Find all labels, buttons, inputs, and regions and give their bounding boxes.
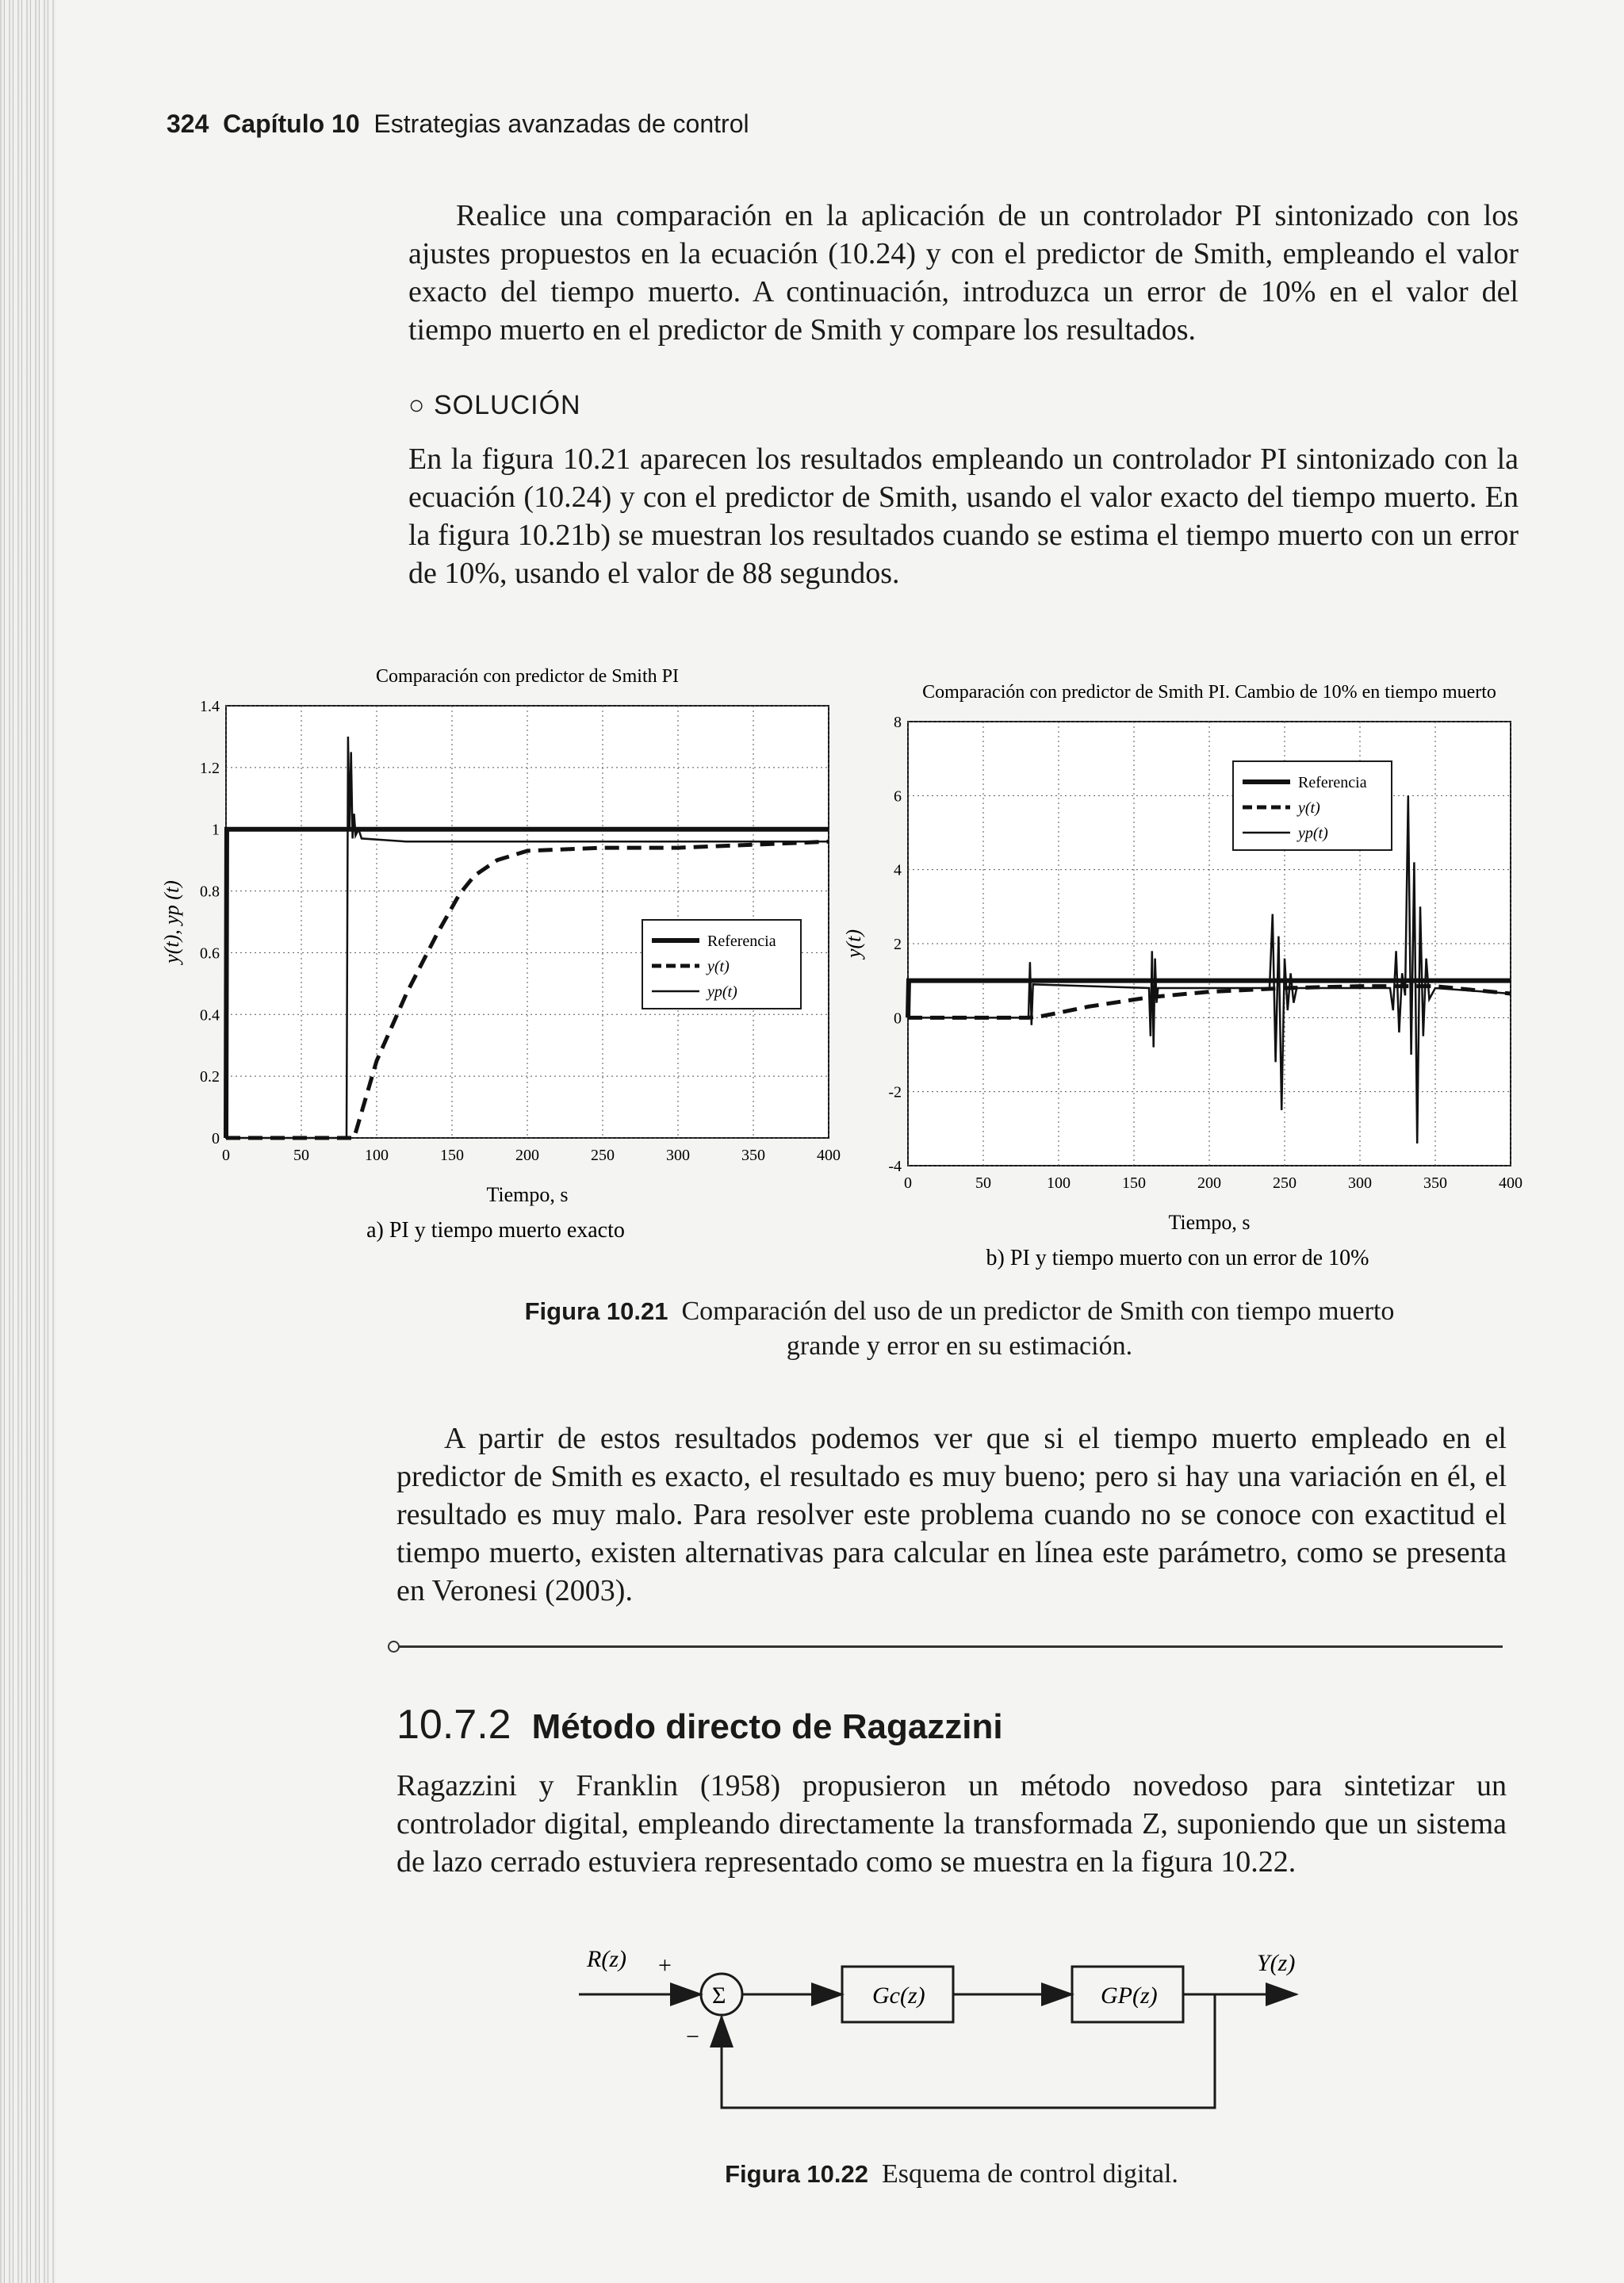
x-tick-label: 200 (515, 1147, 539, 1164)
solution-heading-text: SOLUCIÓN (433, 390, 581, 420)
figure-10-21-text: Comparación del uso de un predictor de Smith con tiempo muerto grande y error en su estimación. (681, 1297, 1395, 1361)
y-tick-label: 8 (894, 714, 902, 731)
x-axis-label: Tiempo, s (1168, 1211, 1251, 1234)
y-tick-label: 1 (212, 821, 220, 839)
x-tick-label: 100 (1047, 1174, 1071, 1192)
x-tick-label: 400 (817, 1147, 841, 1164)
x-tick-label: 150 (440, 1147, 464, 1164)
x-tick-label: 250 (591, 1147, 615, 1164)
scan-edge (0, 0, 56, 2283)
intro-paragraph: Realice una comparación en la aplicación de un controlador PI sintonizado con los ajustes propuestos en la ecuación (10.24) y con el predictor de Smith, empleando el valor exacto del tiempo muerto. A continuación, introduzca un error de 10% en el valor del tiempo muerto en el predictor de Smith y compare los resultados. (408, 199, 1519, 347)
y-tick-label: 0.8 (200, 883, 220, 901)
legend-label: yp(t) (707, 983, 737, 1001)
figure-10-22-label: Figura 10.22 (725, 2160, 868, 2188)
section-number: 10.7.2 (396, 1702, 511, 1748)
figure-10-22-text: Esquema de control digital. (882, 2159, 1178, 2189)
feedback-path (722, 1994, 1215, 2108)
chart-a-svg (155, 650, 852, 1277)
chart-caption: b) PI y tiempo muerto con un error de 10% (986, 1246, 1369, 1270)
x-tick-label: 50 (975, 1174, 991, 1192)
plus-sign: + (658, 1952, 672, 1978)
x-tick-label: 300 (1348, 1174, 1372, 1192)
section-title: Método directo de Ragazzini (531, 1707, 1003, 1746)
y-axis-label: y(t) (842, 929, 865, 959)
circle-bullet-icon: ○ (408, 390, 434, 420)
figure-10-21-label: Figura 10.21 (524, 1297, 668, 1325)
divider-dot (388, 1641, 400, 1653)
section-divider (393, 1645, 1503, 1648)
chart-title: Comparación con predictor de Smith PI (376, 666, 679, 687)
x-axis-label: Tiempo, s (486, 1183, 569, 1206)
legend-label: Referencia (1298, 774, 1367, 791)
y-tick-label: 0.4 (200, 1006, 220, 1025)
y-tick-label: -2 (888, 1083, 902, 1101)
solution-heading (408, 390, 581, 421)
x-tick-label: 0 (222, 1147, 230, 1164)
y-tick-label: -4 (888, 1158, 902, 1175)
x-tick-label: 100 (365, 1147, 389, 1164)
intro-paragraph-block (408, 197, 1519, 349)
x-tick-label: 250 (1273, 1174, 1297, 1192)
x-tick-label: 150 (1122, 1174, 1146, 1192)
section-heading (396, 1701, 1003, 1749)
chapter-label: Capítulo 10 (223, 109, 360, 138)
plant-label: GP(z) (1101, 1982, 1158, 2009)
y-tick-label: 6 (894, 787, 902, 806)
x-tick-label: 400 (1499, 1174, 1522, 1192)
solution-paragraph-block (408, 440, 1519, 592)
y-axis-label: y(t), yp (t) (160, 880, 183, 963)
chart-caption: a) PI y tiempo muerto exacto (366, 1218, 625, 1243)
x-tick-label: 350 (741, 1147, 765, 1164)
solution-paragraph: En la figura 10.21 aparecen los resultados empleando un controlador PI sintonizado con la ecuación (10.24) y con el predictor de Smith, usando el valor exacto del tiempo muerto. En la figura 10.21b) se muestran los resultados cuando se estima el tiempo muerto con un error de 10%, usando el valor de 88 segundos. (408, 442, 1519, 590)
legend-label: Referencia (707, 933, 776, 950)
sum-symbol: Σ (712, 1982, 726, 2009)
page-number: 324 (167, 109, 209, 138)
legend-label: y(t) (1298, 799, 1320, 817)
minus-sign: − (686, 2024, 699, 2050)
figure-10-21-caption (492, 1294, 1427, 1364)
chart-b-svg (842, 658, 1522, 1300)
conclusion-paragraph: A partir de estos resultados podemos ver que si el tiempo muerto empleado en el predictor de Smith es exacto, el resultado es muy bueno; pero si hay una variación en él, el resultado es muy malo. Para resolver este problema cuando no se conoce con exactitud el tiempo muerto, existen alternativas para calcular en línea este parámetro, como se presenta en Veronesi (2003). (396, 1422, 1507, 1607)
x-tick-label: 300 (666, 1147, 690, 1164)
chapter-title: Estrategias avanzadas de control (373, 109, 749, 138)
x-tick-label: 50 (293, 1147, 309, 1164)
legend-label: y(t) (707, 958, 730, 975)
legend-label: yp(t) (1298, 825, 1328, 842)
y-tick-label: 0 (894, 1009, 902, 1028)
chart-b (842, 658, 1522, 1300)
ragazzini-paragraph-block (396, 1767, 1507, 1881)
block-diagram (555, 1935, 1348, 2149)
ragazzini-paragraph: Ragazzini y Franklin (1958) propusieron un método novedoso para sintetizar un controlador digital, empleando directamente la transformada Z, suponiendo que un sistema de lazo cerrado estuviera representado como se muestra en la figura 10.22. (396, 1769, 1507, 1879)
running-header (167, 109, 749, 139)
controller-label: Gc(z) (872, 1982, 925, 2009)
x-tick-label: 0 (904, 1174, 912, 1192)
y-tick-label: 2 (894, 936, 902, 953)
conclusion-paragraph-block (396, 1419, 1507, 1610)
y-tick-label: 0 (212, 1130, 220, 1147)
figure-10-22-caption (555, 2157, 1348, 2192)
x-tick-label: 350 (1423, 1174, 1447, 1192)
chart-title: Comparación con predictor de Smith PI. Cambio de 10% en tiempo muerto (922, 682, 1496, 703)
x-tick-label: 200 (1197, 1174, 1221, 1192)
input-label: R(z) (587, 1946, 626, 1972)
y-tick-label: 0.6 (200, 944, 220, 963)
output-label: Y(z) (1257, 1950, 1296, 1976)
y-tick-label: 1.2 (200, 759, 220, 777)
chart-a (155, 650, 852, 1277)
y-tick-label: 1.4 (200, 698, 220, 715)
y-tick-label: 4 (894, 861, 902, 879)
y-tick-label: 0.2 (200, 1068, 220, 1086)
